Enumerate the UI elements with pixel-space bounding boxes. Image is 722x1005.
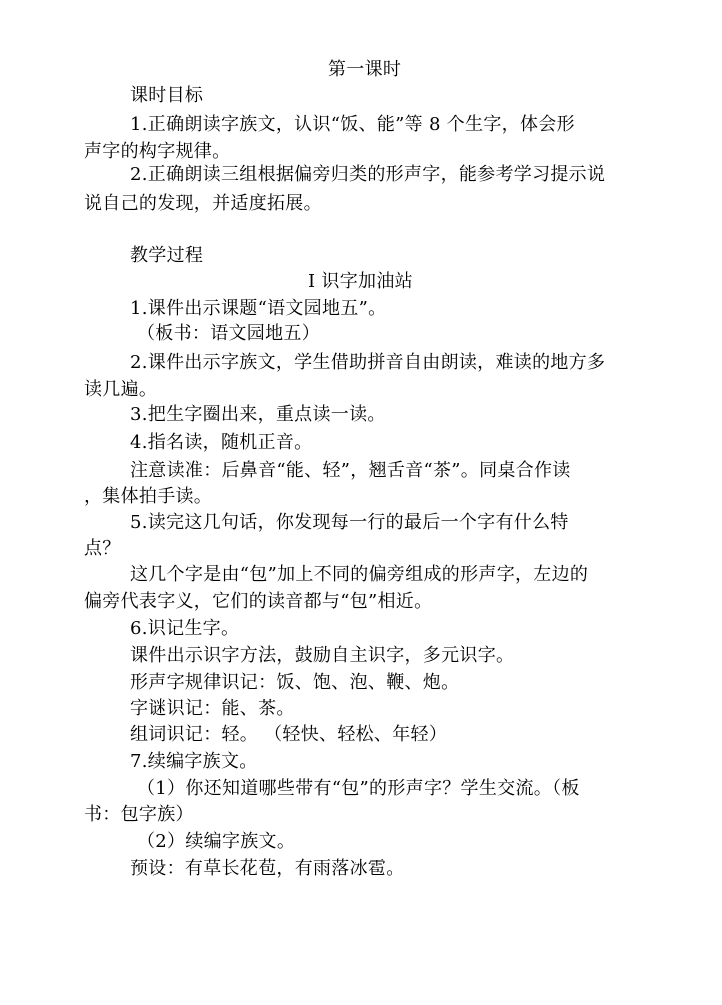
step-3: 3.把生字圈出来，重点读一读。 [130,404,386,425]
step-7: 7.续编字族文。 [130,751,258,772]
step-1-note: （板书：语文园地五） [137,323,320,344]
section-heading: Ⅰ 识字加油站 [308,271,413,292]
step-7-2: （2）续编字族文。 [137,831,296,852]
goals-heading: 课时目标 [130,85,204,106]
step-6-b: 形声字规律识记：饭、饱、泡、鞭、炮。 [130,672,460,693]
step-2-line-2: 读几遍。 [84,379,158,400]
goal-1-line-1: 1.正确朗读字族文，认识“饭、能”等 8 个生字，体会形 [130,114,575,135]
step-4: 4.指名读，随机正音。 [130,432,313,453]
step-6-a: 课件出示识字方法，鼓励自主识字，多元识字。 [130,645,515,666]
step-6: 6.识记生字。 [130,618,240,639]
step-6-c: 字谜识记：能、茶。 [130,698,295,719]
step-1: 1.课件出示课题“语文园地五”。 [130,298,387,319]
step-7-preset: 预设：有草长花苞，有雨落冰雹。 [130,858,405,879]
step-5-answer-line-1: 这几个字是由“包”加上不同的偏旁组成的形声字，左边的 [130,564,589,585]
step-5-answer-line-2: 偏旁代表字义，它们的读音都与“包”相近。 [84,591,433,612]
goal-1-line-2: 声字的构字规律。 [84,141,231,162]
goal-2-line-2: 说自己的发现，并适度拓展。 [84,193,322,214]
step-2-line-1: 2.课件出示字族文，学生借助拼音自由朗读，难读的地方多 [130,352,606,373]
step-7-1-line-1: （1）你还知道哪些带有“包”的形声字？学生交流。（板 [137,778,580,799]
step-5-line-2: 点？ [84,538,121,559]
goal-2-line-1: 2.正确朗读三组根据偏旁归类的形声字，能参考学习提示说 [130,164,606,185]
step-6-d: 组词识记：轻。 （轻快、轻松、年轻） [130,724,448,745]
process-heading: 教学过程 [130,245,204,266]
step-4-note-line-2: ，集体拍手读。 [84,486,213,507]
page-title: 第一课时 [328,59,402,80]
step-4-note-line-1: 注意读准：后鼻音“能、轻”，翘舌音“茶”。同桌合作读 [130,460,571,481]
step-5-line-1: 5.读完这几句话，你发现每一行的最后一个字有什么特 [130,512,569,533]
step-7-1-line-2: 书：包字族） [84,804,194,825]
